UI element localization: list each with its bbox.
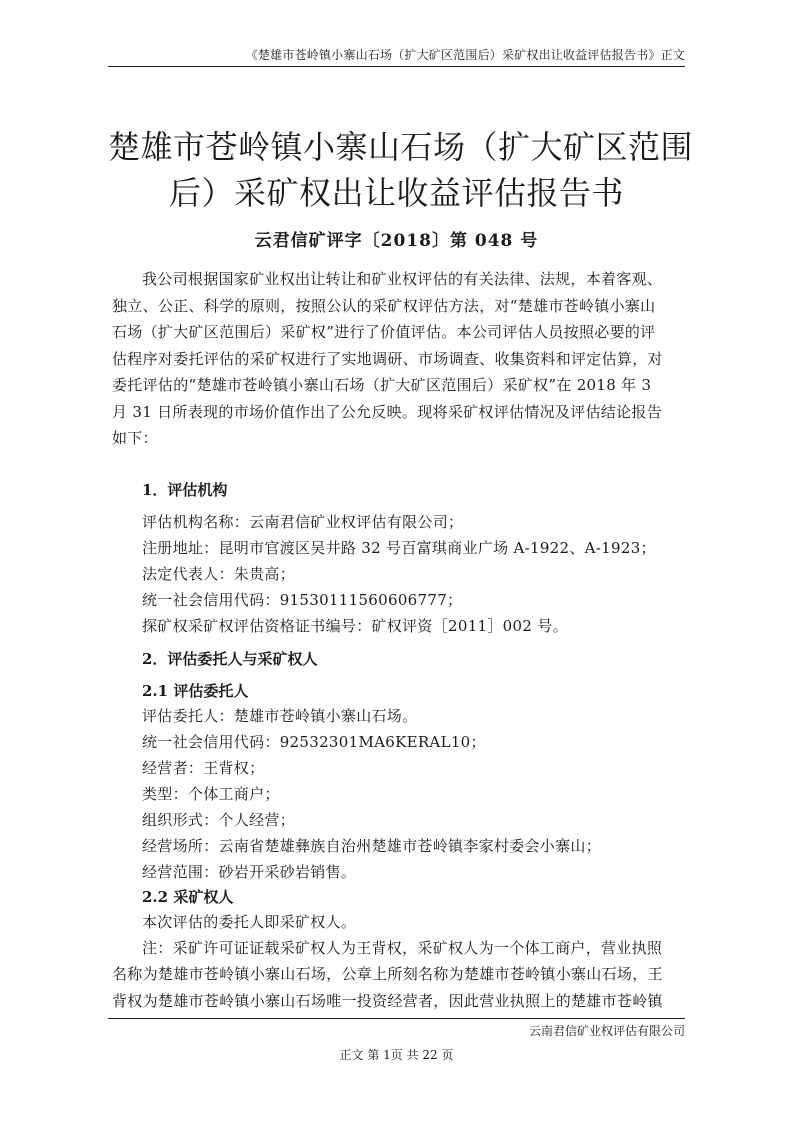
client-scope-line: 经营范围：砂岩开采砂岩销售。 bbox=[142, 862, 357, 881]
rights-holder-line: 本次评估的委托人即采矿权人。 bbox=[142, 912, 357, 931]
intro-line: 月 31 日所表现的市场价值作出了公允反映。现将采矿权评估情况及评估结论报告 bbox=[112, 402, 663, 421]
intro-line: 委托评估的“楚雄市苍岭镇小寨山石场（扩大矿区范围后）采矿权”在 2018 年 3 bbox=[112, 376, 652, 394]
client-credit-code-line: 统一社会信用代码：92532301MA6KERAL10； bbox=[142, 732, 486, 751]
client-org-form-line: 组织形式：个人经营； bbox=[142, 810, 296, 829]
running-header: 《楚雄市苍岭镇小寨山石场（扩大矿区范围后）采矿权出让收益评估报告书》正文 bbox=[245, 48, 685, 62]
intro-line: 估程序对委托评估的采矿权进行了实地调研、市场调查、收集资料和评定估算，对 bbox=[112, 349, 663, 368]
note-line: 注：采矿许可证证载采矿权人为王背权，采矿权人为一个体工商户，营业执照 bbox=[142, 938, 663, 957]
subsection-heading: 2.2 采矿权人 bbox=[142, 887, 234, 906]
note-paragraph bbox=[112, 935, 687, 1015]
note-line: 名称为楚雄市苍岭镇小寨山石场，公章上所刻名称为楚雄市苍岭镇小寨山石场，王 bbox=[112, 965, 663, 983]
document-body bbox=[112, 266, 687, 1014]
agency-certificate-line: 探矿权采矿权评估资格证书编号：矿权评资［2011］002 号。 bbox=[142, 616, 568, 635]
agency-credit-code-line: 统一社会信用代码：91530111560606777； bbox=[142, 590, 463, 609]
report-title-line-1: 楚雄市苍岭镇小寨山石场（扩大矿区范围 bbox=[108, 128, 694, 166]
client-premises-line: 经营场所：云南省楚雄彝族自治州楚雄市苍岭镇李家村委会小寨山； bbox=[142, 836, 602, 855]
report-title-line-2: 后）采矿权出让收益评估报告书 bbox=[168, 174, 624, 212]
client-type-line: 类型：个体工商户； bbox=[142, 784, 280, 803]
client-name-line: 评估委托人：楚雄市苍岭镇小寨山石场。 bbox=[142, 706, 418, 725]
intro-line: 石场（扩大矿区范围后）采矿权”进行了价值评估。本公司评估人员按照必要的评 bbox=[112, 323, 656, 341]
section-heading: 1．评估机构 bbox=[142, 480, 228, 499]
intro-line: 如下： bbox=[112, 429, 158, 447]
intro-paragraph bbox=[112, 266, 687, 452]
subsection-heading: 2.1 评估委托人 bbox=[142, 681, 249, 700]
page-number: 正文 第 1页 共 22 页 bbox=[339, 1048, 454, 1062]
report-title bbox=[108, 124, 694, 216]
client-operator-line: 经营者：王背权； bbox=[142, 758, 265, 777]
header-divider bbox=[108, 66, 685, 67]
spacer bbox=[112, 452, 687, 478]
section-client-and-rights-holder bbox=[112, 647, 687, 1015]
footer-company: 云南君信矿业权评估有限公司 bbox=[528, 1024, 685, 1038]
footer-divider bbox=[108, 1018, 685, 1019]
intro-line: 独立、公正、科学的原则，按照公认的采矿权评估方法，对“楚雄市苍岭镇小寨山 bbox=[112, 296, 656, 315]
intro-line: 我公司根据国家矿业权出让转让和矿业权评估的有关法律、法规，本着客观、 bbox=[142, 270, 663, 288]
agency-legal-rep-line: 法定代表人：朱贵高； bbox=[142, 564, 296, 583]
document-number: 云君信矿评字〔2018〕第 048 号 bbox=[254, 231, 539, 251]
section-evaluation-agency bbox=[112, 478, 687, 639]
agency-name-line: 评估机构名称：云南君信矿业权评估有限公司； bbox=[142, 512, 464, 531]
note-line: 背权为楚雄市苍岭镇小寨山石场唯一投资经营者，因此营业执照上的楚雄市苍岭镇 bbox=[112, 991, 663, 1010]
agency-address-line: 注册地址：昆明市官渡区吴井路 32 号百富琪商业广场 A-1922、A-1923； bbox=[142, 538, 656, 557]
section-heading: 2．评估委托人与采矿权人 bbox=[142, 649, 318, 668]
